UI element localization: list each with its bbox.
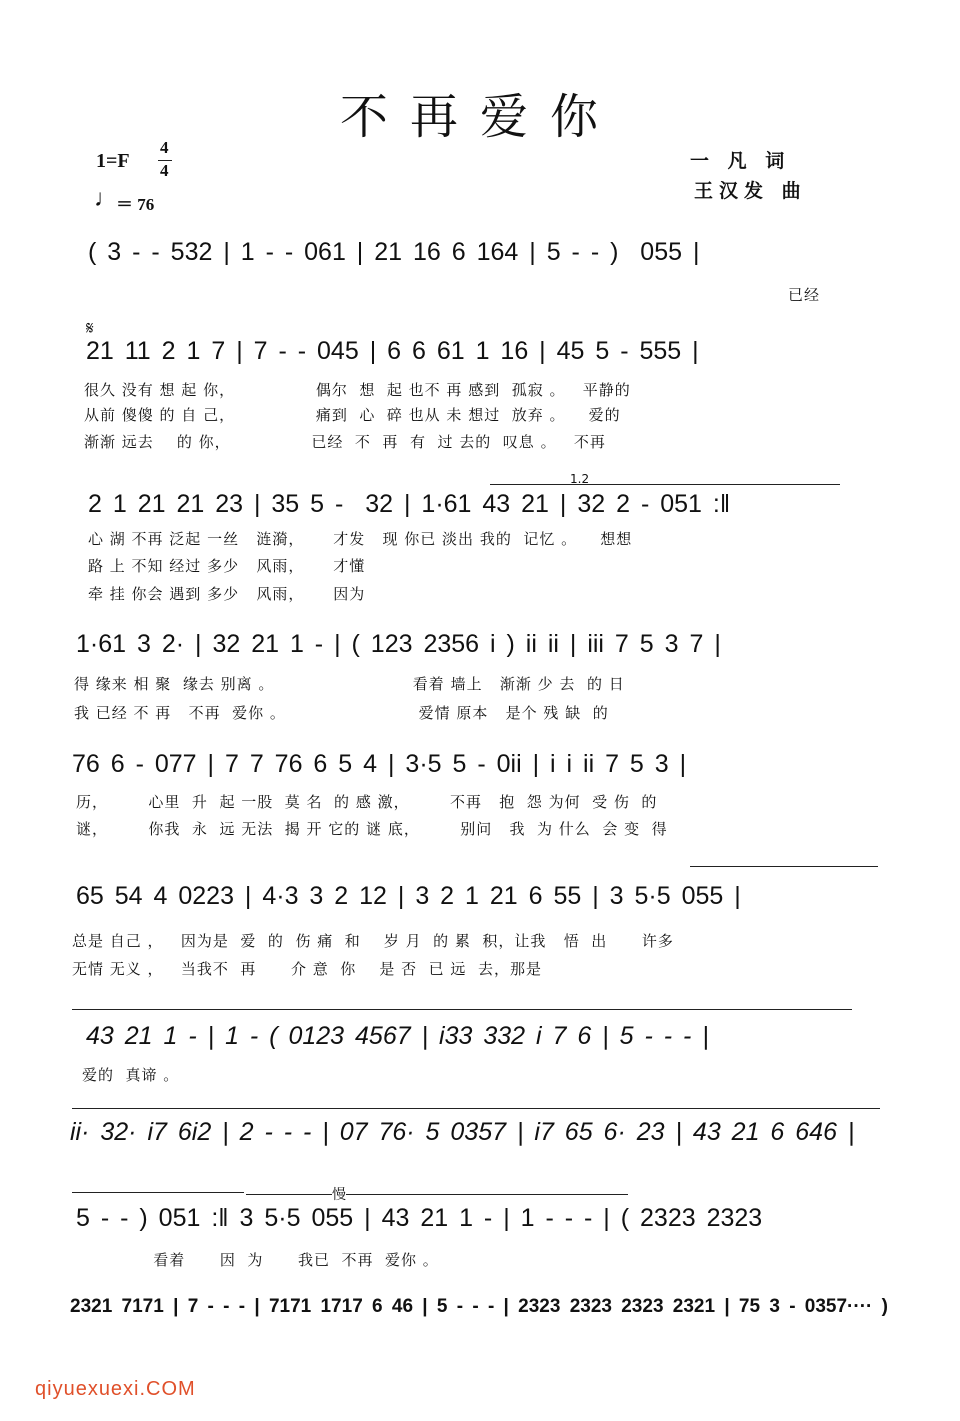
lyric-line: 路 上 不知 经过 多少 风雨， 才懂 bbox=[88, 557, 366, 575]
lyric-line: 很久 没有 想 起 你， 偶尔 想 起 也不 再 感到 孤寂 。 平静的 bbox=[84, 381, 631, 399]
time-signature-bottom: 4 bbox=[160, 161, 169, 180]
lyricist-credit: 一 凡 词 bbox=[690, 150, 791, 172]
lyric-line: 无情 无义 ， 当我不 再 介 意 你 是 否 已 远 去，那是 bbox=[72, 960, 542, 978]
tempo-value: ＝ 76 bbox=[116, 195, 155, 214]
lyric-line: 已经 bbox=[788, 286, 821, 304]
notation-row: 43 21 1 - | 1 - ( 0123 4567 | i33 332 i 7 6 | 5 - - - | bbox=[86, 1022, 709, 1050]
watermark: qiyuexuexi.COM bbox=[35, 1378, 196, 1400]
lyric-line: 从前 傻傻 的 自 己， 痛到 心 碎 也从 未 想过 放弃 。 爱的 bbox=[84, 406, 621, 424]
time-signature-top: 4 bbox=[160, 138, 169, 157]
song-title: 不再爱你 bbox=[339, 89, 620, 145]
notation-row: 21 11 2 1 7 | 7 - - 045 | 6 6 61 1 16 | 45 5 - 555 | bbox=[86, 337, 699, 365]
segno-icon: 𝄋 bbox=[86, 318, 94, 339]
lyric-line: 牵 挂 你会 遇到 多少 风雨， 因为 bbox=[88, 585, 366, 603]
notation-row: 2 1 21 21 23 | 35 5 - 32 | 1·61 43 21 | 32 2 - 051 :‖ bbox=[88, 490, 731, 518]
quarter-note-icon: ♩ bbox=[94, 186, 118, 212]
key-signature: 1=F bbox=[96, 150, 130, 172]
lyric-line: 爱的 真谛 。 bbox=[82, 1066, 180, 1084]
notation-row: 76 6 - 077 | 7 7 76 6 5 4 | 3·5 5 - 0ii | i i ii 7 5 3 | bbox=[72, 750, 687, 778]
notation-row: 1·61 3 2· | 32 21 1 - | ( 123 2356 i ) ii ii | iii 7 5 3 7 | bbox=[76, 630, 721, 658]
lyric-line: 渐渐 远去 的 你， 已经 不 再 有 过 去的 叹息 。 不再 bbox=[84, 433, 606, 451]
lyric-line: 看着 因 为 我已 不再 爱你 。 bbox=[84, 1251, 439, 1269]
lyric-line: 心 湖 不再 泛起 一丝 涟漪， 才发 现 你已 淡出 我的 记忆 。 想想 bbox=[88, 530, 633, 548]
notation-row: ( 3 - - 532 | 1 - - 061 | 21 16 6 164 | 5 - - ) 055 | bbox=[88, 238, 700, 266]
slow-marking: 慢 bbox=[332, 1184, 346, 1204]
notation-row: 2321 7171 | 7 - - - | 7171 1717 6 46 | 5 - - - | 2323 2323 2323 2321 | 75 3 - 0357···· ) bbox=[70, 1296, 888, 1317]
lyric-line: 得 缘来 相 聚 缘去 别离 。 看着 墙上 渐渐 少 去 的 日 bbox=[74, 675, 625, 693]
composer-credit: 王汉发 曲 bbox=[694, 180, 807, 202]
lyric-line: 谜， 你我 永 远 无法 揭 开 它的 谜 底， 别问 我 为 什么 会 变 得 bbox=[76, 820, 668, 838]
notation-row: ii· 32· i7 6i2 | 2 - - - | 07 76· 5 0357 | i7 65 6· 23 | 43 21 6 646 | bbox=[70, 1118, 855, 1146]
notation-row: 5 - - ) 051 :‖ 3 5·5 055 | 43 21 1 - | 1 - - - | ( 2323 2323 bbox=[76, 1204, 763, 1232]
notation-row: 65 54 4 0223 | 4·3 3 2 12 | 3 2 1 21 6 55 | 3 5·5 055 | bbox=[76, 882, 741, 910]
volta-label: 1.2 bbox=[570, 472, 590, 486]
lyric-line: 历， 心里 升 起 一股 莫 名 的 感 激， 不再 抱 怨 为何 受 伤 的 bbox=[76, 793, 658, 811]
lyric-line: 我 已经 不 再 不再 爱你 。 爱情 原本 是个 残 缺 的 bbox=[74, 704, 609, 722]
lyric-line: 总是 自己 ， 因为是 爱 的 伤 痛 和 岁 月 的 累 积，让我 悟 出 许多 bbox=[72, 932, 674, 950]
